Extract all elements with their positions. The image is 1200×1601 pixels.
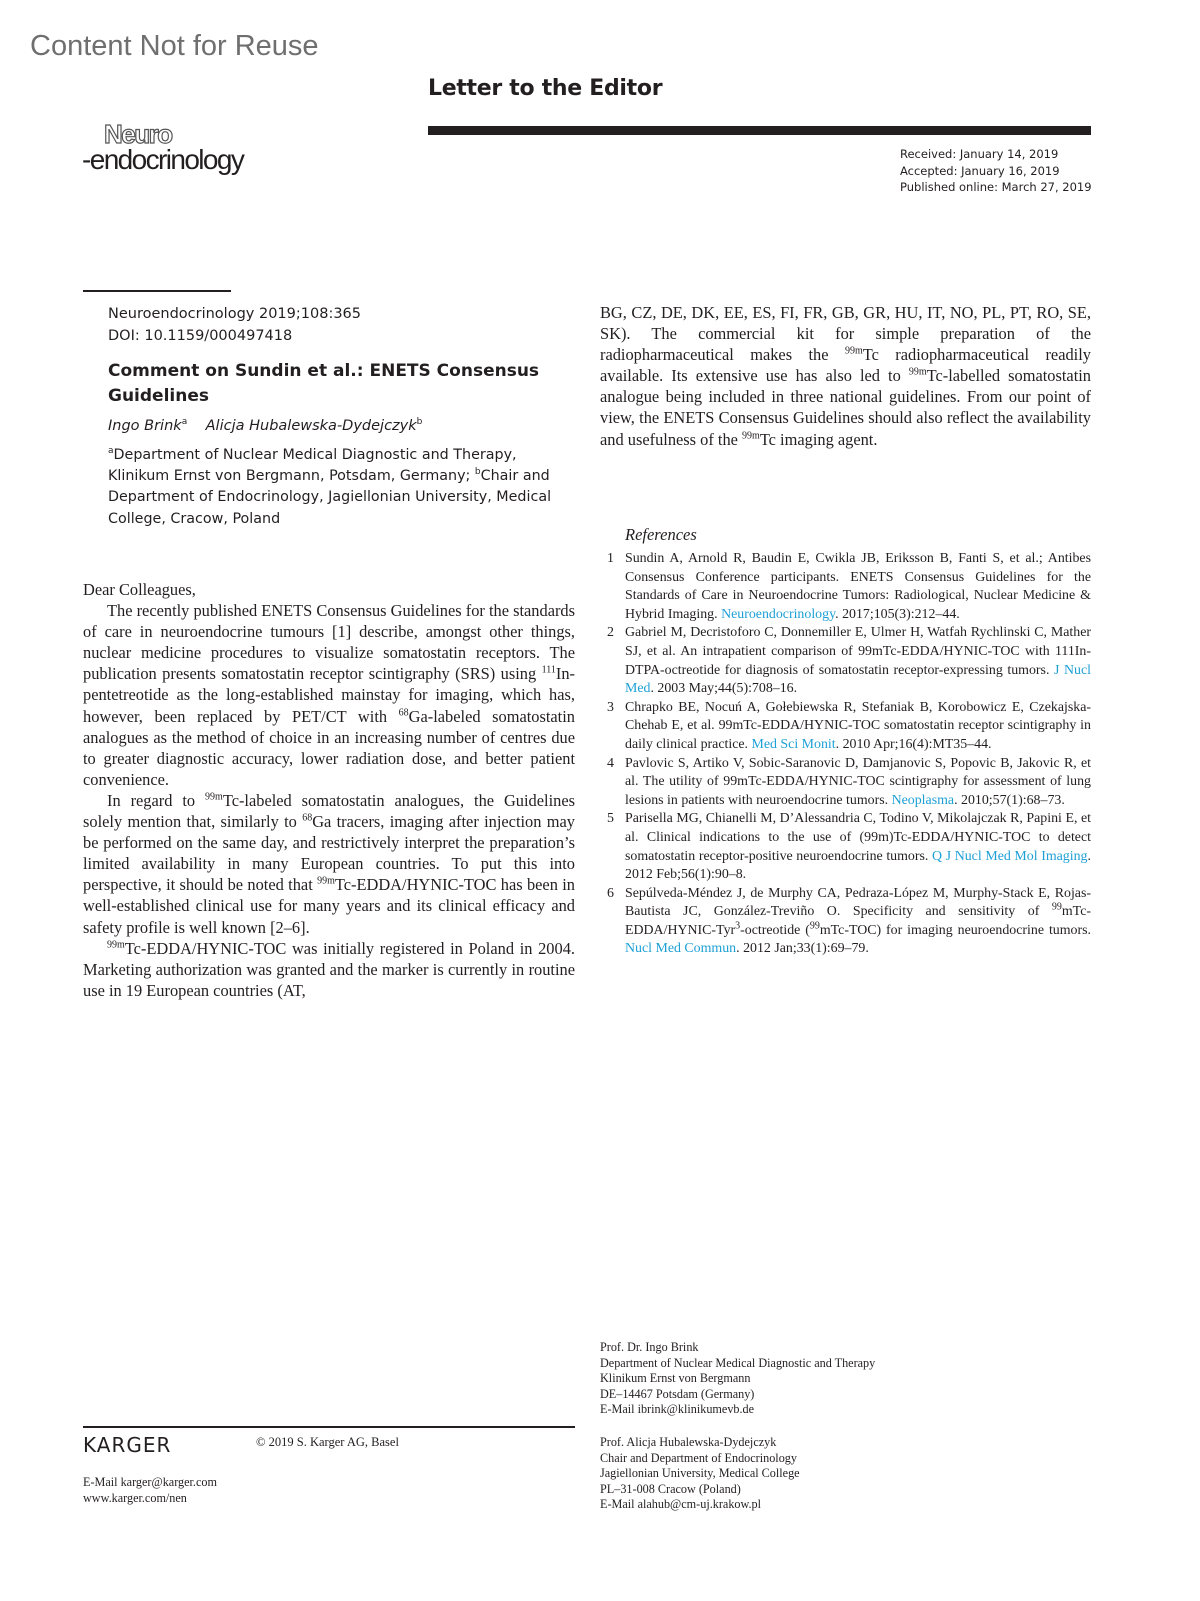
reference-number: 2 <box>607 625 614 641</box>
address-email[interactable]: E-Mail ibrink@klinikumevb.de <box>600 1402 755 1417</box>
journal-link[interactable]: J Nucl Med <box>625 662 1091 697</box>
superscript: 99m <box>107 939 125 951</box>
author-name: Ingo Brink <box>108 418 182 434</box>
text-run: mTc-EDDA/HYNIC-Tyr <box>625 904 1091 938</box>
address-line: Prof. Dr. Ingo Brink <box>600 1340 699 1354</box>
superscript: 3 <box>735 920 741 932</box>
reference-text <box>625 755 1091 811</box>
text-run: Tc-labeled somatostatin analogues, the Guidelines solely mention that, similarly to <box>83 790 575 832</box>
affil-mark: a <box>108 446 114 457</box>
text-run: In-pentetreotide as the long-established mainstay for imaging, which has, however, been replaced by PET/CT with <box>83 664 575 726</box>
superscript: 99m <box>908 366 927 378</box>
references-list <box>600 550 1091 959</box>
publisher-website[interactable]: www.karger.com/nen <box>83 1490 187 1505</box>
reference-number: 6 <box>607 885 614 901</box>
journal-link[interactable]: Q J Nucl Med Mol Imaging <box>932 848 1088 864</box>
article-meta <box>108 303 361 347</box>
reference-text <box>625 699 1091 755</box>
section-title: Letter to the Editor <box>428 76 663 101</box>
reference-number: 3 <box>607 699 614 715</box>
text-run: Sundin A, Arnold R, Baudin E, Cwikla JB, Eriksson B, Fanti S, et al.; Antibes Consensus Conference participants. ENETS Consensus Guidelines for the Standards of Care in Neuroendocrine Tumors: Radiological, Nuclear Medicine & Hybrid Imaging. <box>625 551 1091 622</box>
address-line: Chair and Department of Endocrinology <box>600 1450 797 1465</box>
reference-item <box>600 699 1091 755</box>
text-run: Tc-labelled somatostatin analogue being included in three national guidelines. From our point of view, the ENETS Consensus Guidelines should also reflect the availability and usefulness of the <box>600 366 1091 449</box>
reference-text <box>625 810 1091 884</box>
doi[interactable]: DOI: 10.1159/000497418 <box>108 328 293 344</box>
author-name: Alicja Hubalewska-Dydejczyk <box>205 418 417 434</box>
divider <box>83 290 231 292</box>
copyright: © 2019 S. Karger AG, Basel <box>256 1435 399 1449</box>
accepted-date: Accepted: January 16, 2019 <box>900 163 1060 178</box>
paragraph <box>83 790 575 938</box>
citation: Neuroendocrinology 2019;108:365 <box>108 306 361 322</box>
journal-link[interactable]: Neoplasma <box>891 792 955 808</box>
superscript: 68 <box>398 707 409 719</box>
text-run: Tc radiopharmaceutical readily available. Its extensive use has also led to <box>600 345 1091 386</box>
text-run: BG, CZ, DE, DK, EE, ES, FI, FR, GB, GR, HU, IT, NO, PL, PT, RO, SE, SK). The commercial kit for simple preparation of the radiopharmaceutical makes the <box>600 303 1091 365</box>
affiliations <box>108 445 578 530</box>
text-run: mTc-TOC) for imaging neuroendocrine tumors. <box>819 922 1091 938</box>
reference-item <box>600 885 1091 959</box>
correspondence-address <box>600 1340 875 1418</box>
text-run: Chrapko BE, Nocuń A, Gołebiewska R, Stefaniak B, Korobowicz E, Czekajska-Chehab E, et al. 99mTc-EDDA/HYNIC-TOC somatostatin receptor scintigraphy in daily clinical practice. <box>625 699 1091 752</box>
text-run: Sepúlveda-Méndez J, de Murphy CA, Pedraza-López M, Murphy-Stack E, Rojas-Bautista JC, González-Treviño O. Specificity and sensitivity of <box>625 885 1091 920</box>
author-mark: b <box>416 417 423 428</box>
text-run: Dear Colleagues, <box>83 580 196 599</box>
paragraph <box>600 302 1091 450</box>
received-date: Received: January 14, 2019 <box>900 147 1059 161</box>
reference-text <box>625 885 1091 959</box>
address-line: PL–31-008 Cracow (Poland) <box>600 1481 741 1496</box>
text-run: Ga-labeled somatostatin analogues as the method of choice in an increasing number of centres due to greater diagnostic accuracy, lower radiation dose, and better patient convenience. <box>83 706 575 789</box>
logo-line-1: Neuro <box>104 119 172 149</box>
text-run: Tc-EDDA/HYNIC-TOC has been in well-established clinical use for many years and its clinical efficacy and safety profile is well known [2–6]. <box>83 875 575 937</box>
reference-item <box>600 810 1091 884</box>
text-run: Gabriel M, Decristoforo C, Donnemiller E, Ulmer H, Watfah Rychlinski C, Mather SJ, et al. An intrapatient comparison of 99mTc-EDDA/HYNIC-TOC with 111In-DTPA-octreotide for diagnosis of somatostatin receptor-expressing tumors. <box>625 625 1091 678</box>
logo-line-2: -endocrinology <box>82 144 244 175</box>
text-run: . 2003 May;44(5):708–16. <box>650 681 798 697</box>
address-line: Department of Nuclear Medical Diagnostic and Therapy <box>600 1355 876 1370</box>
body-column-left <box>83 579 575 1001</box>
journal-logo <box>82 119 244 175</box>
authors <box>108 418 422 434</box>
text-run: The recently published ENETS Consensus Guidelines for the standards of care in neuroendocrine tumours [1] describe, amongst other things, nuclear medicine procedures to visualize somatostatin receptors. The publication presents somatostatin receptor scintigraphy (SRS) using <box>83 601 575 684</box>
text-run: Tc imaging agent. <box>759 429 878 449</box>
text-run: . 2010 Apr;16(4):MT35–44. <box>835 736 992 752</box>
address-line: Prof. Alicja Hubalewska-Dydejczyk <box>600 1435 777 1449</box>
text-run: . 2012 Feb;56(1):90–8. <box>625 848 1091 883</box>
reference-text <box>625 550 1091 624</box>
affiliation: Department of Nuclear Medical Diagnostic and Therapy, Klinikum Ernst von Bergmann, Potsdam, Germany; <box>108 447 517 485</box>
reference-number: 4 <box>607 755 614 771</box>
header-bar <box>428 126 1091 135</box>
publisher-contact <box>83 1475 217 1506</box>
journal-link[interactable]: Neuroendocrinology <box>721 606 836 622</box>
text-run: -octreotide ( <box>740 922 810 938</box>
journal-link[interactable]: Nucl Med Commun <box>625 941 737 957</box>
journal-link[interactable]: Med Sci Monit <box>751 736 836 752</box>
author-mark: a <box>181 417 188 428</box>
correspondence-address <box>600 1435 800 1513</box>
text-run: . 2012 Jan;33(1):69–79. <box>736 941 869 957</box>
text-run: . 2017;105(3):212–44. <box>835 606 960 622</box>
body-column-right <box>600 302 1091 450</box>
paragraph <box>83 579 575 600</box>
superscript: 99 <box>1051 901 1062 913</box>
reference-text <box>625 624 1091 698</box>
text-run: . 2010;57(1):68–73. <box>954 792 1065 808</box>
references-heading: References <box>625 525 697 544</box>
publisher-logo: KARGER <box>83 1433 172 1457</box>
superscript: 99m <box>317 875 335 887</box>
superscript: 99m <box>844 345 863 357</box>
superscript: 99m <box>205 791 223 803</box>
text-run: Tc-EDDA/HYNIC-TOC was initially registered in Poland in 2004. Marketing authorization was granted and the marker is currently in routine use in 19 European countries (AT, <box>83 938 575 1000</box>
affil-mark: b <box>474 467 481 478</box>
address-line: DE–14467 Potsdam (Germany) <box>600 1386 755 1401</box>
address-line: Jagiellonian University, Medical College <box>600 1466 800 1481</box>
text-run: Pavlovic S, Artiko V, Sobic-Saranovic D, Damjanovic S, Popovic B, Jakovic R, et al. The utility of 99mTc-EDDA/HYNIC-TOC scintigraphy for assessment of lung lesions in patients with neuroendocrine tumors. <box>625 755 1091 808</box>
reference-number: 1 <box>607 551 614 566</box>
address-line: Klinikum Ernst von Bergmann <box>600 1371 751 1386</box>
address-email[interactable]: E-Mail alahub@cm-uj.krakow.pl <box>600 1497 762 1512</box>
publication-dates <box>900 146 1092 196</box>
footer-divider <box>83 1426 575 1428</box>
reference-item <box>600 550 1091 624</box>
text-run: Parisella MG, Chianelli M, D’Alessandria C, Todino V, Mikolajczak R, Papini E, et al. Clinical indications to the use of (99m)Tc-EDDA/HYNIC-TOC to detect somatostatin receptor-positive neuroendocrine tumors. <box>625 811 1091 864</box>
superscript: 99 <box>809 920 820 932</box>
published-date: Published online: March 27, 2019 <box>900 180 1092 194</box>
watermark: Content Not for Reuse <box>30 30 319 62</box>
article-title: Comment on Sundin et al.: ENETS Consensus Guidelines <box>108 361 540 406</box>
paragraph <box>83 600 575 790</box>
text-run: Ga tracers, imaging after injection may be performed on the same day, and restrictively interpret the preparation’s limited availability in many European countries. To put this into perspective, it should be noted that <box>83 812 575 895</box>
paragraph <box>83 938 575 1001</box>
affiliation: Chair and Department of Endocrinology, Jagiellonian University, Medical College, Cracow, Poland <box>108 468 552 527</box>
superscript: 111 <box>541 664 556 676</box>
superscript: 68 <box>302 812 313 824</box>
publisher-email[interactable]: E-Mail karger@karger.com <box>83 1475 217 1489</box>
reference-item <box>600 624 1091 698</box>
reference-number: 5 <box>607 811 614 827</box>
superscript: 99m <box>742 430 760 442</box>
reference-item <box>600 755 1091 811</box>
text-run: In regard to <box>107 790 206 810</box>
